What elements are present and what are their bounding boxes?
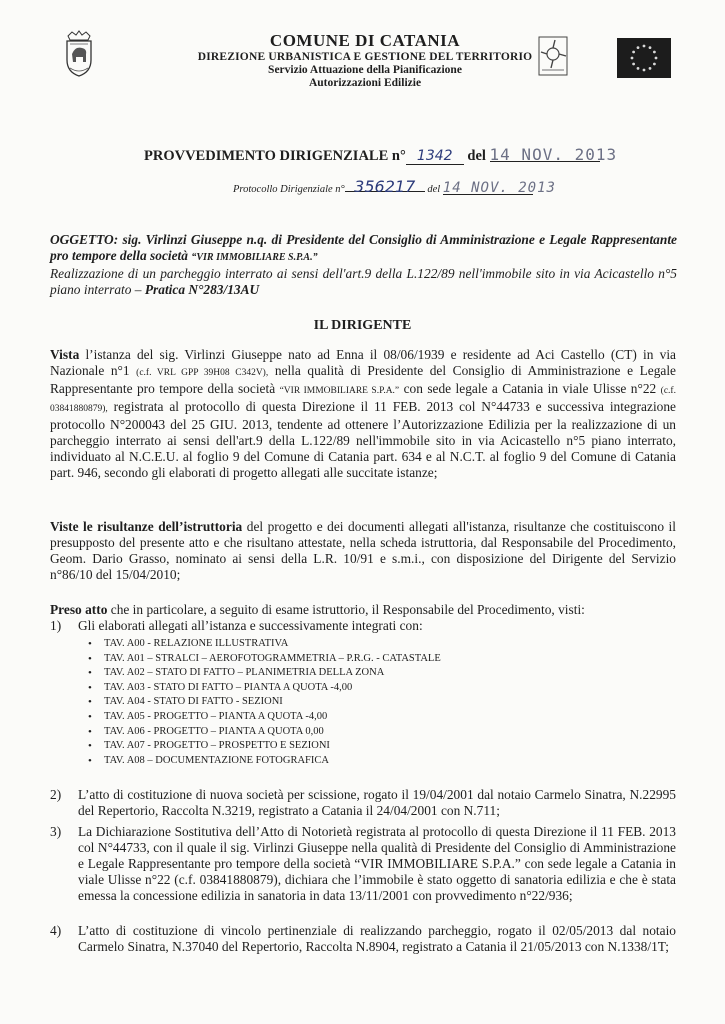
provvedimento-number: 1342 [416, 148, 453, 164]
oggetto-company: “VIR IMMOBILIARE S.P.A.” [191, 252, 318, 263]
protocollo-number: 356217 [354, 177, 416, 196]
tav-item: • TAV. A07 - PROGETTO – PROSPETTO E SEZIONI [88, 739, 441, 754]
provvedimento-date-field [489, 145, 618, 164]
oggetto-block [50, 232, 677, 298]
protocollo-line [233, 177, 556, 196]
tav-item: • TAV. A03 - STATO DI FATTO – PIANTA A QUOTA -4,00 [88, 681, 441, 696]
provvedimento-date-stamp: 14 NOV. 2013 [489, 145, 618, 164]
protocollo-del-label: del [427, 184, 441, 195]
vista-cf2: (c.f. 03841880879), [50, 386, 676, 414]
oggetto-label: OGGETTO: [50, 232, 119, 247]
tav-item: • TAV. A05 - PROGETTO – PIANTA A QUOTA -4,00 [88, 710, 441, 725]
preso-atto-lead: Preso atto [50, 602, 108, 617]
tav-item: • TAV. A06 - PROGETTO – PIANTA A QUOTA 0,00 [88, 725, 441, 740]
list-item [50, 787, 676, 819]
item-number: 2) [50, 787, 62, 802]
provvedimento-number-field [406, 148, 464, 165]
tav-item: • TAV. A00 - RELAZIONE ILLUSTRATIVA [88, 637, 441, 652]
catania-crest-icon [62, 30, 96, 78]
direzione-name: DIREZIONE URBANISTICA E GESTIONE DEL TERRITORIO [197, 51, 533, 63]
vista-text-b: nella qualità di Presidente del Consiglio di Amministrazione e Legale Rappresentante pro tempore della società [50, 363, 676, 396]
item-text: L’atto di costituzione di vincolo pertinenziale di realizzando parcheggio, rogato il 02/05/2013 dal notaio Carmelo Sinatra, N.37040 del Repertorio, Raccolta N.8904, registrato a Catania il 21/05/2013 con N.1338/1T; [78, 923, 676, 954]
oggetto-subject: sig. Virlinzi Giuseppe n.q. di Presidente del Consiglio di Amministrazione e Legale Rappresentante pro tempore della società [50, 232, 677, 263]
item-text: L’atto di costituzione di nuova società per scissione, rogato il 19/04/2001 dal notaio Carmelo Sinatra, N.22995 del Repertorio, Raccolta N.3219, registrato a Catania il 24/04/2001 con N.711; [78, 787, 676, 818]
section-title: IL DIRIGENTE [313, 318, 412, 333]
vista-text-a: l’istanza del sig. Virlinzi Giuseppe nato ad Enna il 08/06/1939 e residente ad Aci Castello (CT) in via Nazionale n°1 [50, 347, 676, 378]
ufficio-name: Autorizzazioni Edilizie [308, 77, 422, 89]
item-number: 3) [50, 824, 62, 839]
list-item [50, 923, 676, 955]
vista-lead: Vista [50, 347, 80, 362]
eu-flag-icon [617, 38, 671, 78]
vista-text-c: con sede legale a Catania in viale Ulisse n°22 [403, 381, 657, 396]
oggetto-description: Realizzazione di un parcheggio interrato ai sensi dell'art.9 della L.122/89 nell'immobile sito in via Acicastello n°5 piano interrato – [50, 266, 677, 297]
letterhead [130, 31, 600, 90]
protocollo-number-field [345, 177, 425, 196]
city-name: COMUNE DI CATANIA [269, 31, 461, 50]
viste-paragraph [50, 519, 676, 583]
viste-text: del progetto e dei documenti allegati all'istanza, risultanze che costituiscono il presupposto del presente atto e che risultano attestate, nella scheda istruttoria, dal Responsabile del Procedimento, Geom. Dario Grasso, nominato ai sensi della L.R. 10/91 e s.m.i., con disposizione del Dirigente del Servizio n°86/10 del 15/04/2010; [50, 519, 676, 582]
item-text: La Dichiarazione Sostitutiva dell’Atto di Notorietà registrata al protocollo di questa Direzione il 11 FEB. 2013 col N°44733, con il quale il sig. Virlinzi Giuseppe nella qualità di Presidente del Consiglio di Amministrazione e Legale Rappresentante pro tempore della società “VIR IMMOBILIARE S.P.A.” con sede legale a Catania in viale Ulisse n°22 (c.f. 03841880879), dichiara che l’immobile è stato oggetto di sanatoria edilizia e che è stata emessa la concessione edilizia in sanatoria in data 13/11/2001 con provvedimento n°22/936; [78, 824, 676, 903]
item-number: 1) [50, 618, 62, 633]
tav-item: • TAV. A02 – STATO DI FATTO – PLANIMETRIA DELLA ZONA [88, 666, 441, 681]
servizio-name: Servizio Attuazione della Pianificazione [268, 64, 462, 76]
provvedimento-del-label: del [467, 148, 486, 164]
preso-atto-text: che in particolare, a seguito di esame istruttorio, il Responsabile del Procedimento, visti: [110, 602, 585, 617]
viste-lead: Viste le risultanze dell’istruttoria [50, 519, 243, 534]
vista-paragraph [50, 347, 676, 481]
oggetto-pratica: Pratica N°283/13AU [144, 282, 260, 297]
list-item [50, 618, 676, 634]
item-number: 4) [50, 923, 62, 938]
protocollo-date-stamp: 14 NOV. 2013 [442, 180, 556, 196]
vista-text-d: registrata al protocollo di questa Direzione il 11 FEB. 2013 col N°44733 e successiva integrazione protocollo N°200043 del 25 GIU. 2013, tendente ad ottenere l’Autorizzazione Edilizia per la realizzazione di un parcheggio interrato ai sensi dell'art.9 della L.122/89 nell'immobile sito in via Acicastello n°5 piano interrato, individuato al N.C.E.U. al foglio 9 del Comune di Catania part. 634 e al N.C.T. al foglio 9 del Comune di Catania part. 946, secondo gli elaborati di progetto allegati alle succitate istanze; [50, 399, 676, 480]
protocollo-label: Protocollo Dirigenziale n° [233, 184, 345, 195]
list-item [50, 824, 676, 904]
provvedimento-line [144, 145, 618, 165]
preso-atto-paragraph [50, 602, 676, 618]
tav-item: • TAV. A08 – DOCUMENTAZIONE FOTOGRAFICA [88, 754, 441, 769]
protocollo-date-field [442, 180, 556, 196]
tav-item: • TAV. A01 – STRALCI – AEROFOTOGRAMMETRIA – P.R.G. - CATASTALE [88, 652, 441, 667]
vista-company: “VIR IMMOBILIARE S.P.A.” [279, 386, 400, 396]
tav-list [88, 637, 441, 768]
vista-cf1: (c.f. VRL GPP 39H08 C342V), [136, 368, 269, 378]
item-text: Gli elaborati allegati all’istanza e successivamente integrati con: [78, 618, 423, 633]
sicily-region-logo-icon [538, 36, 568, 76]
tav-item: • TAV. A04 - STATO DI FATTO - SEZIONI [88, 695, 441, 710]
provvedimento-label: PROVVEDIMENTO DIRIGENZIALE n° [144, 148, 406, 164]
